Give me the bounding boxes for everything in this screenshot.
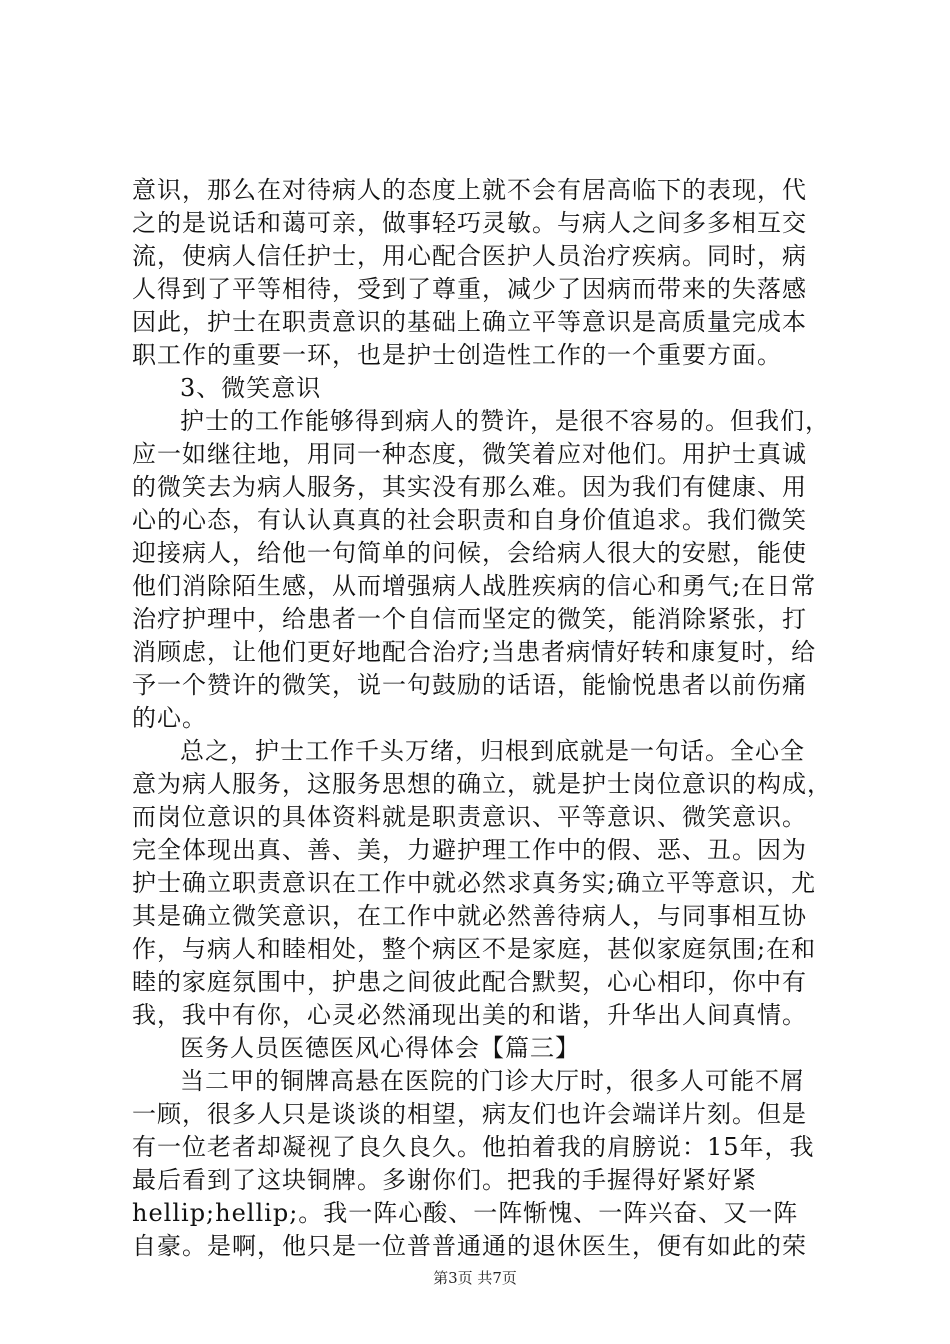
text-line: 有一位老者却凝视了良久良久。他拍着我的肩膀说：15年，我 [132, 1133, 815, 1161]
section-heading: 3、微笑意识 [180, 374, 322, 402]
text-line: 护士确立职责意识在工作中就必然求真务实;确立平等意识，尤 [132, 869, 817, 897]
text-line: 护士的工作能够得到病人的赞许，是很不容易的。但我们， [180, 407, 830, 435]
text-line: 当二甲的铜牌高悬在医院的门诊大厅时，很多人可能不屑 [180, 1067, 805, 1095]
text-line: 其是确立微笑意识，在工作中就必然善待病人，与同事相互协 [132, 902, 807, 930]
section-heading: 医务人员医德医风心得体会【篇三】 [180, 1034, 580, 1062]
text-line: 我，我中有你，心灵必然涌现出美的和谐，升华出人间真情。 [132, 1001, 807, 1029]
text-line: 睦的家庭氛围中，护患之间彼此配合默契，心心相印，你中有 [132, 968, 807, 996]
page-number-label: 第3页 共7页 [433, 1269, 517, 1287]
text-line: 应一如继往地，用同一种态度，微笑着应对他们。用护士真诚 [132, 440, 807, 468]
text-line: 总之，护士工作千头万绪，归根到底就是一句话。全心全 [180, 737, 805, 765]
text-line: 人得到了平等相待，受到了尊重，减少了因病而带来的失落感 [132, 275, 807, 303]
text-line: 完全体现出真、善、美，力避护理工作中的假、恶、丑。因为 [132, 836, 807, 864]
text-line: 予一个赞许的微笑，说一句鼓励的话语，能愉悦患者以前伤痛 [132, 671, 807, 699]
text-line: 迎接病人，给他一句简单的问候，会给病人很大的安慰，能使 [132, 539, 807, 567]
text-line: hellip;hellip;。我一阵心酸、一阵惭愧、一阵兴奋、又一阵 [132, 1199, 799, 1227]
page-footer [0, 1268, 950, 1288]
text-line: 之的是说话和蔼可亲，做事轻巧灵敏。与病人之间多多相互交 [132, 209, 807, 237]
text-line: 意为病人服务，这服务思想的确立，就是护士岗位意识的构成， [132, 770, 832, 798]
text-line: 消顾虑，让他们更好地配合治疗;当患者病情好转和康复时，给 [132, 638, 817, 666]
text-line: 治疗护理中，给患者一个自信而坚定的微笑，能消除紧张，打 [132, 605, 807, 633]
text-line: 作，与病人和睦相处，整个病区不是家庭，甚似家庭氛围;在和 [132, 935, 817, 963]
text-line: 职工作的重要一环，也是护士创造性工作的一个重要方面。 [132, 341, 782, 369]
text-line: 自豪。是啊，他只是一位普普通通的退休医生，便有如此的荣 [132, 1232, 807, 1260]
text-line: 一顾，很多人只是谈谈的相望，病友们也许会端详片刻。但是 [132, 1100, 807, 1128]
text-line: 因此，护士在职责意识的基础上确立平等意识是高质量完成本 [132, 308, 807, 336]
text-line: 意识，那么在对待病人的态度上就不会有居高临下的表现，代 [132, 176, 807, 204]
text-line: 最后看到了这块铜牌。多谢你们。把我的手握得好紧好紧 [132, 1166, 757, 1194]
text-line: 流，使病人信任护士，用心配合医护人员治疗疾病。同时，病 [132, 242, 807, 270]
text-line: 的心。 [132, 704, 207, 732]
body-text [132, 174, 832, 1263]
text-line: 的微笑去为病人服务，其实没有那么难。因为我们有健康、用 [132, 473, 807, 501]
text-line: 他们消除陌生感，从而增强病人战胜疾病的信心和勇气;在日常 [132, 572, 817, 600]
text-line: 心的心态，有认认真真的社会职责和自身价值追求。我们微笑 [132, 506, 807, 534]
text-line: 而岗位意识的具体资料就是职责意识、平等意识、微笑意识。 [132, 803, 807, 831]
